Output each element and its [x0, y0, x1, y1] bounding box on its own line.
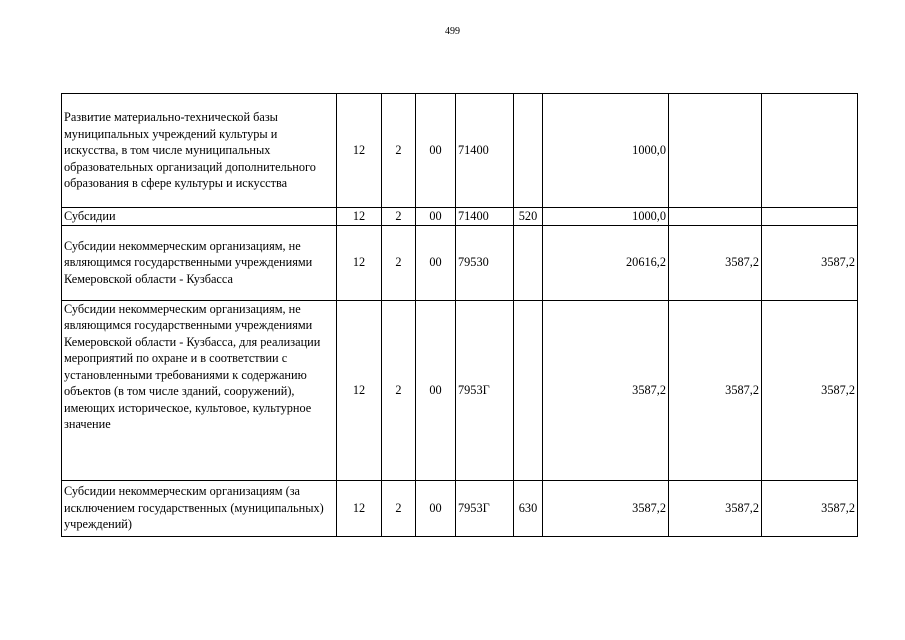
article-cell: 71400: [456, 208, 514, 226]
row-name-cell: Субсидии: [62, 208, 337, 226]
subsection-cell: 2: [382, 94, 416, 208]
section-cell: 12: [337, 208, 382, 226]
row-name-cell: Субсидии некоммерческим организациям, не являющимся государственными учреждениями Кемеровской области - Кузбасса: [62, 225, 337, 300]
type-cell: [514, 225, 543, 300]
amount-1-cell: 20616,2: [543, 225, 669, 300]
type-cell: [514, 300, 543, 480]
amount-3-cell: 3587,2: [762, 225, 858, 300]
type-cell: 630: [514, 480, 543, 536]
amount-1-cell: 1000,0: [543, 208, 669, 226]
table-row: [62, 208, 858, 226]
amount-3-cell: 3587,2: [762, 480, 858, 536]
code-cell: 00: [416, 225, 456, 300]
section-cell: 12: [337, 94, 382, 208]
subsection-cell: 2: [382, 225, 416, 300]
type-cell: 520: [514, 208, 543, 226]
amount-2-cell: [669, 94, 762, 208]
amount-1-cell: 1000,0: [543, 94, 669, 208]
code-cell: 00: [416, 208, 456, 226]
amount-2-cell: 3587,2: [669, 480, 762, 536]
amount-2-cell: 3587,2: [669, 225, 762, 300]
code-cell: 00: [416, 480, 456, 536]
amount-3-cell: 3587,2: [762, 300, 858, 480]
subsection-cell: 2: [382, 300, 416, 480]
type-cell: [514, 94, 543, 208]
section-cell: 12: [337, 225, 382, 300]
section-cell: 12: [337, 480, 382, 536]
amount-1-cell: 3587,2: [543, 300, 669, 480]
article-cell: 79530: [456, 225, 514, 300]
section-cell: 12: [337, 300, 382, 480]
budget-table: [61, 93, 858, 537]
page-number: 499: [445, 26, 460, 37]
row-name-cell: Субсидии некоммерческим организациям, не являющимся государственными учреждениями Кемеровской области - Кузбасса, для реализации мероприятий по охране и в соответствии с установленными требованиями к содержанию объектов (в том числе зданий, сооружений), имеющих историческое, культовое, культурное значение: [62, 300, 337, 480]
row-name-cell: Субсидии некоммерческим организациям (за исключением государственных (муниципальных) учреждений): [62, 480, 337, 536]
table-row: [62, 480, 858, 536]
subsection-cell: 2: [382, 480, 416, 536]
article-cell: 7953Г: [456, 300, 514, 480]
article-cell: 71400: [456, 94, 514, 208]
table-row: [62, 94, 858, 208]
code-cell: 00: [416, 94, 456, 208]
amount-3-cell: [762, 94, 858, 208]
table-row: [62, 300, 858, 480]
row-name-cell: Развитие материально-технической базы муниципальных учреждений культуры и искусства, в том числе муниципальных образовательных организаций дополнительного образования в сфере культуры и искусства: [62, 94, 337, 208]
table-row: [62, 225, 858, 300]
amount-2-cell: 3587,2: [669, 300, 762, 480]
amount-1-cell: 3587,2: [543, 480, 669, 536]
subsection-cell: 2: [382, 208, 416, 226]
amount-3-cell: [762, 208, 858, 226]
article-cell: 7953Г: [456, 480, 514, 536]
code-cell: 00: [416, 300, 456, 480]
amount-2-cell: [669, 208, 762, 226]
